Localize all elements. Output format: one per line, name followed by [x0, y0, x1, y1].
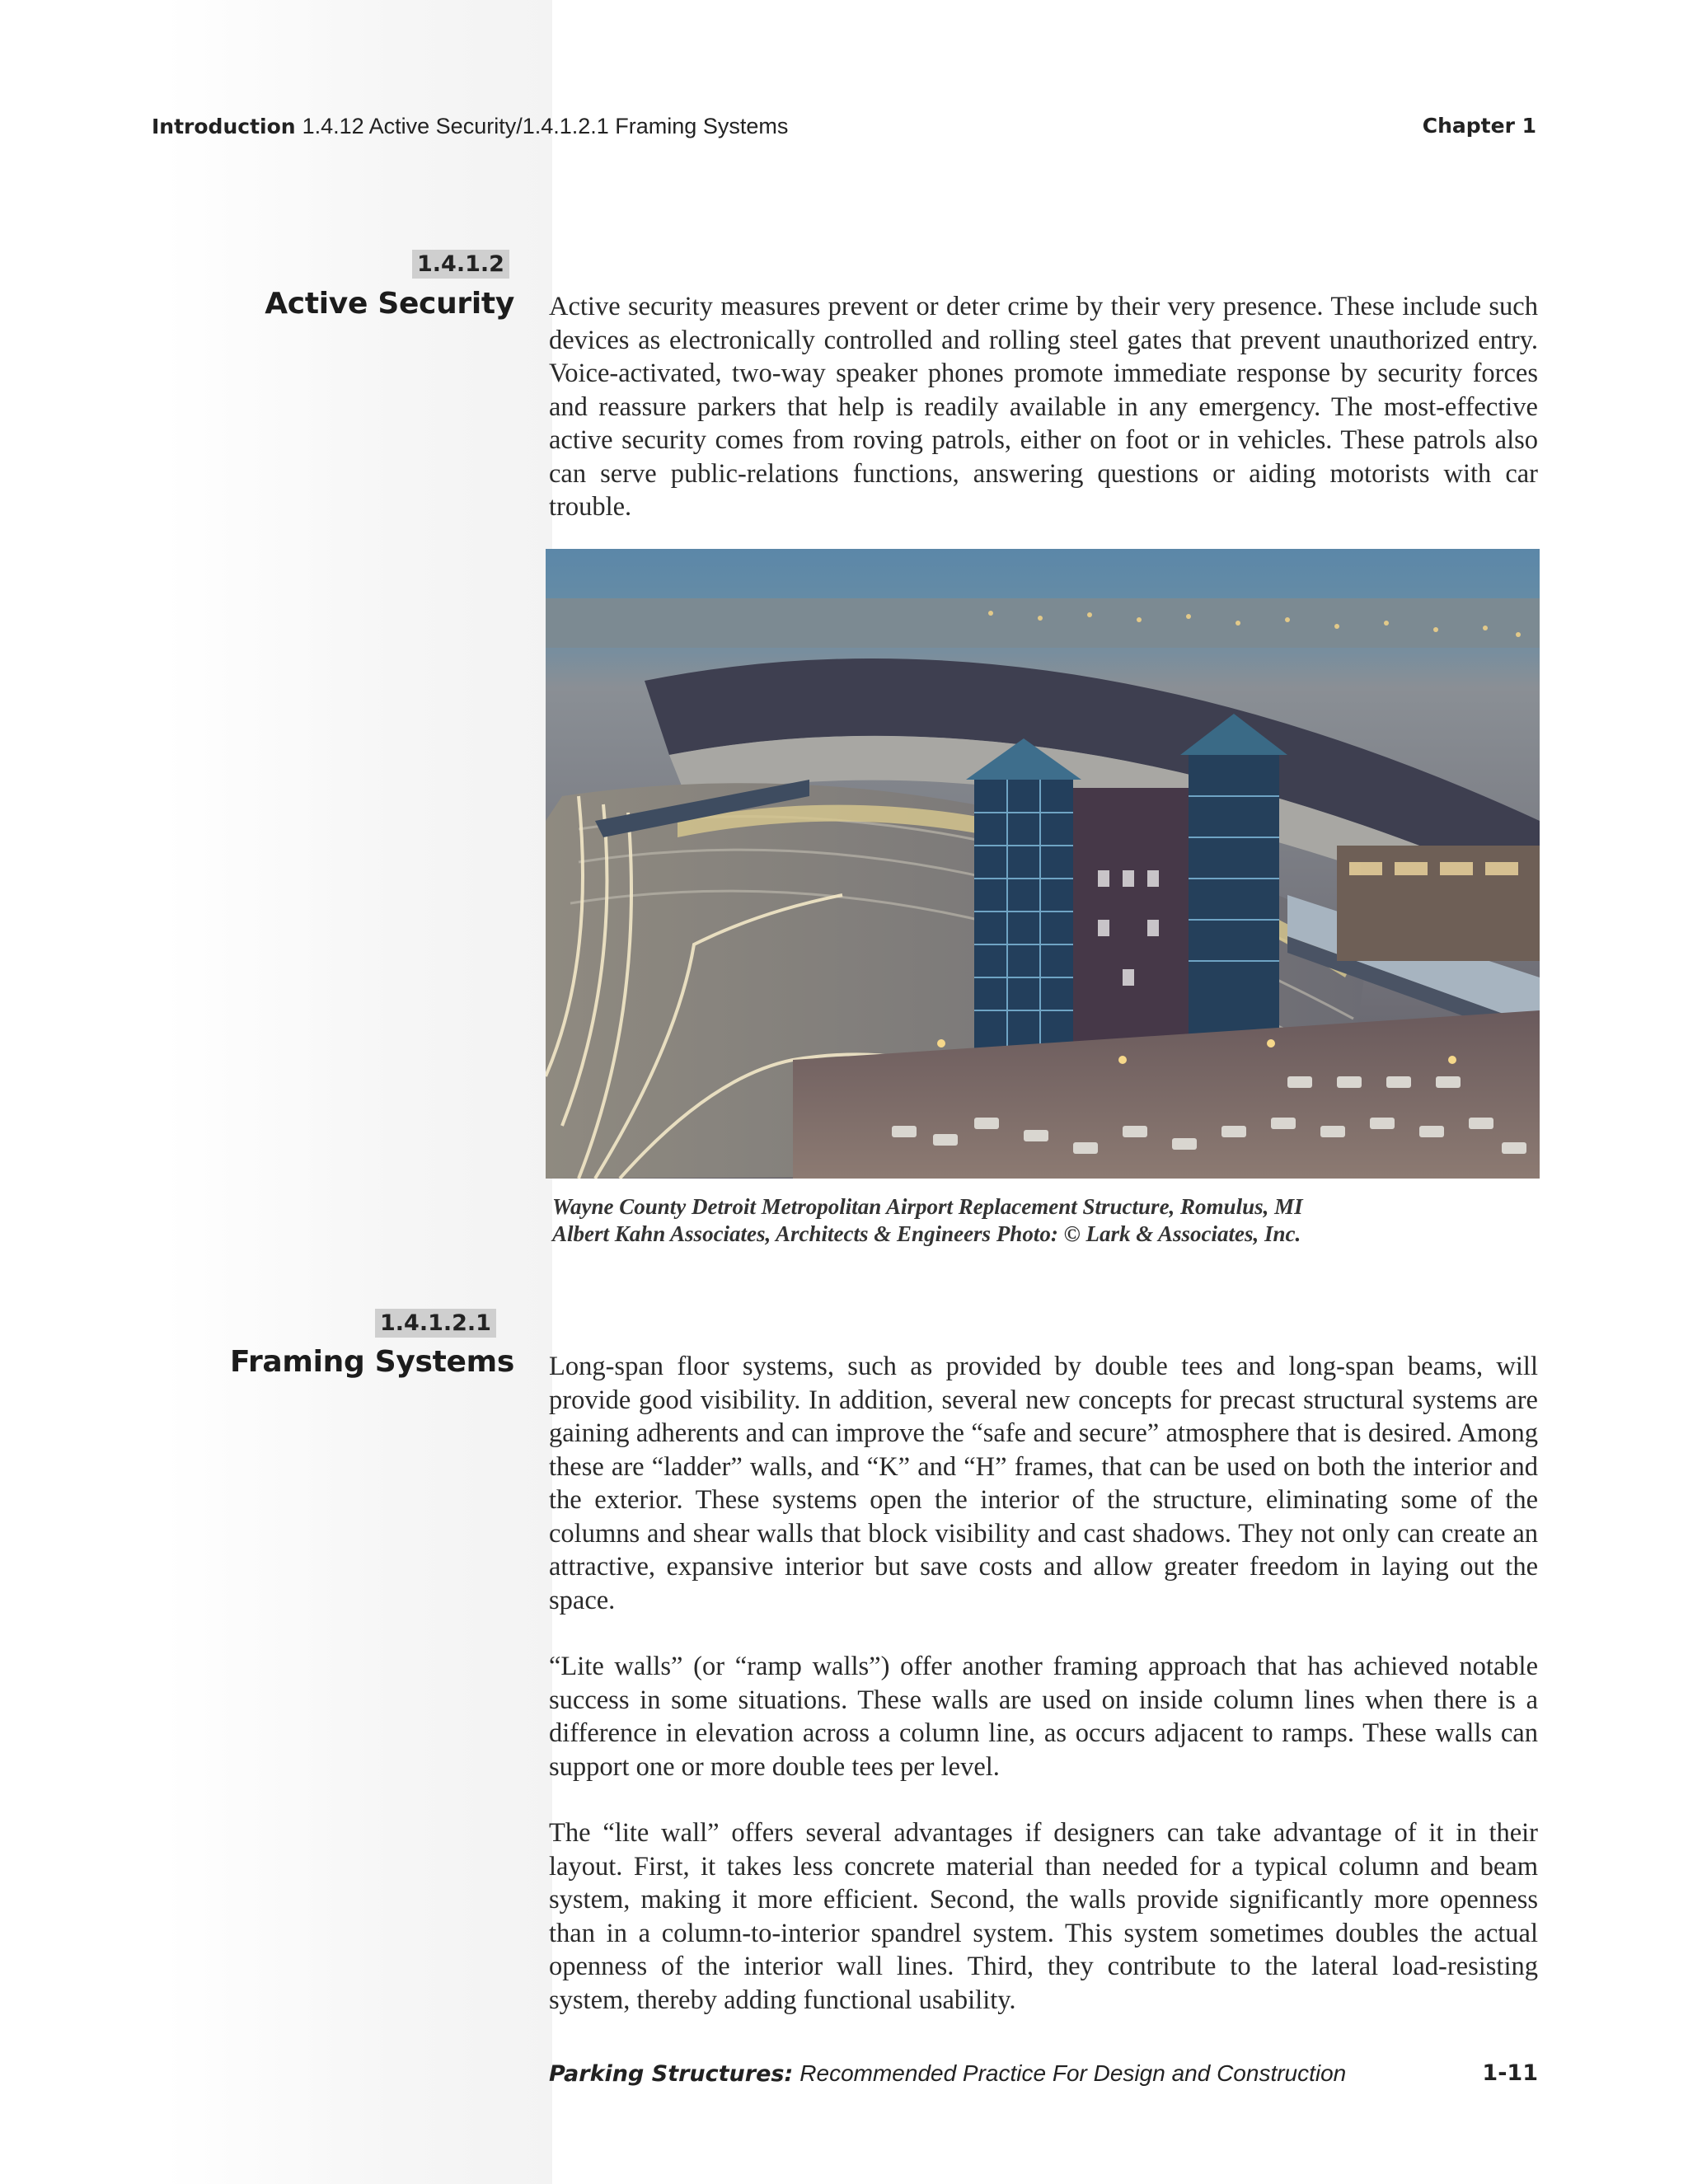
section-body-active-security: [549, 290, 1538, 557]
section-body-framing-systems: [549, 1350, 1538, 2050]
photo-caption: [552, 1193, 1533, 1248]
page-number: 1-11: [1482, 2060, 1538, 2086]
footer-subtitle: Recommended Practice For Design and Construction: [799, 2060, 1347, 2086]
margin-shading: [165, 0, 552, 2184]
paragraph: “Lite walls” (or “ramp walls”) offer another framing approach that has achieved notable success in some situations. These walls are used on inside column lines when there is a difference in elevation across a column line, as occurs adjacent to ramps. These walls can support one or more double tees per level.: [549, 1652, 1538, 1782]
section-title: Framing Systems: [229, 1345, 514, 1379]
header-section-label: Introduction: [152, 115, 296, 138]
section-number: 1.4.1.2: [412, 250, 509, 279]
running-header: [152, 114, 1536, 147]
section-title: Active Security: [265, 287, 514, 321]
section-number: 1.4.1.2.1: [375, 1309, 496, 1338]
paragraph: Long-span floor systems, such as provided by double tees and long-span beams, will provide good visibility. In addition, several new concepts for precast structural systems are gaining adherents and can improve the “safe and secure” atmosphere that is desired. Among these are “ladder” walls, and “K” and “H” frames, that can be used on both the interior and the exterior. These systems open the interior of the structure, eliminating some of the columns and shear walls that block visibility and cast shadows. They not only can create an attractive, expansive interior but save costs and allow greater freedom in laying out the space.: [549, 1352, 1538, 1615]
paragraph: Active security measures prevent or deter crime by their very presence. These include such devices as electronically controlled and rolling steel gates that prevent unauthorized entry. Voice-activated, two-way speaker phones promote immediate response by security forces and reassure parkers that help is readily available in any emergency. The most-effective active security comes from roving patrols, either on foot or in vehicles. These patrols also can serve public-relations functions, answering questions or aiding motorists with car trouble.: [549, 292, 1538, 522]
footer-book-title: Parking Structures:: [549, 2061, 794, 2087]
running-footer: [549, 2060, 1538, 2093]
paragraph: The “lite wall” offers several advantages if designers can take advantage of it in their layout. First, it takes less concrete material than needed for a typical column and beam system, making it more efficient. Second, the walls provide significantly more openness than in a column-to-interior spandrel system. This system sometimes doubles the actual openness of the interior wall lines. Third, they contribute to the lateral load-resisting system, thereby adding functional usability.: [549, 1818, 1538, 2015]
caption-line: Albert Kahn Associates, Architects & Engineers Photo: © Lark & Associates, Inc.: [552, 1221, 1301, 1246]
caption-line: Wayne County Detroit Metropolitan Airport Replacement Structure, Romulus, MI: [552, 1194, 1303, 1219]
airport-parking-photo: [546, 549, 1540, 1179]
header-chapter: Chapter 1: [1422, 114, 1536, 138]
header-path: 1.4.12 Active Security/1.4.1.2.1 Framing Systems: [302, 114, 789, 138]
